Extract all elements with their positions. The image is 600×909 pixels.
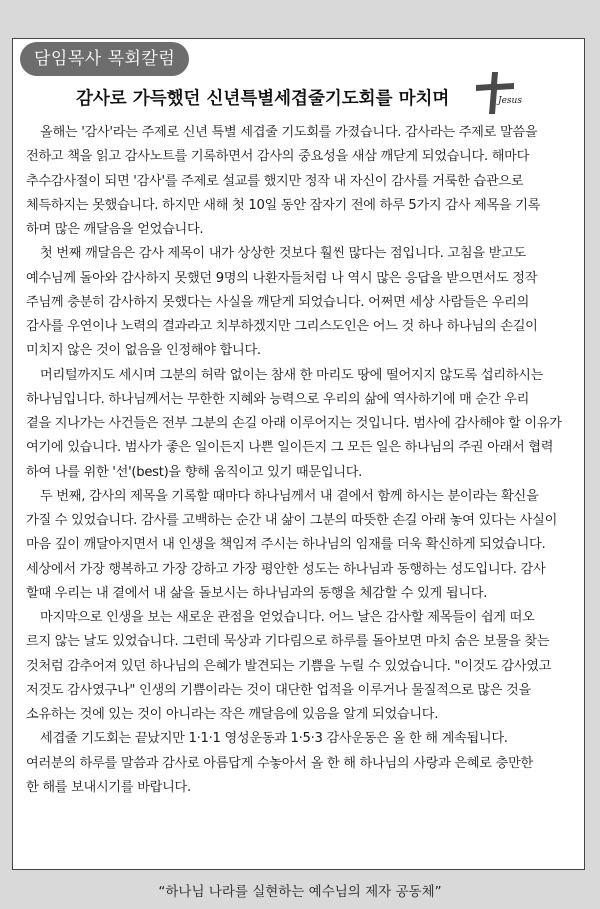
body-line: 머리털까지도 세시며 그분의 허락 없이는 참새 한 마리도 땅에 떨어지지 않도록 섭리하시는 (40, 367, 544, 383)
body-line: 할때 우리는 내 곁에서 내 삶을 돌보시는 하나님과의 동행을 체감할 수 있게 됩니다. (26, 585, 488, 601)
body-line: 여기에 있습니다. 범사가 좋은 일이든지 나쁜 일이든지 그 모든 일은 하나님의 주권 아래서 협력 (26, 440, 554, 456)
body-line: 여러분의 하루를 말씀과 감사로 아름답게 수놓아서 올 한 해 하나님의 사랑과 은혜로 충만한 (26, 755, 533, 771)
column-body (26, 121, 577, 800)
body-line: 세상에서 가장 행복하고 가장 강하고 가장 평안한 성도는 하나님과 동행하는 성도입니다. 감사 (26, 561, 546, 577)
body-line: 전하고 책을 읽고 감사노트를 기록하면서 감사의 중요성을 새삼 깨닫게 되었습니다. 해마다 (26, 149, 530, 165)
church-motto: “하나님 나라를 실현하는 예수님의 제자 공동체” (158, 884, 442, 900)
body-line: 르지 않는 날도 있었습니다. 그런데 묵상과 기다림으로 하루를 돌아보면 마치 숨은 보물을 찾는 (26, 634, 550, 650)
body-line: 마지막으로 인생을 보는 새로운 관점을 얻었습니다. 어느 날은 감사할 제목들이 쉽게 떠오 (40, 610, 535, 625)
body-line: 첫 번째 깨달음은 감사 제목이 내가 상상한 것보다 훨씬 많다는 점입니다. 고침을 받고도 (40, 246, 526, 262)
body-line: 마음 깊이 깨달아지면서 내 인생을 책임져 주시는 하나님의 임재를 더욱 확신하게 되었습니다. (26, 537, 546, 553)
body-line: 소유하는 것에 있는 것이 아니라는 작은 깨달음에 있음을 알게 되었습니다. (26, 707, 439, 722)
body-line: 체득하지는 못했습니다. 하지만 새해 첫 10일 동안 잠자기 전에 하루 5가지 감사 제목을 기록 (26, 197, 541, 213)
body-line: 곁을 지나가는 사건들은 전부 그분의 손길 아래 이루어지는 것입니다. 범사에 감사해야 할 이유가 (26, 416, 562, 431)
body-line: 것처럼 감추어져 있던 하나님의 은혜가 발견되는 기쁨을 누릴 수 있었습니다. "이것도 감사였고 (26, 658, 552, 674)
body-line: 예수님께 돌아와 감사하지 못했던 9명의 나환자들처럼 나 역시 많은 응답을 받으면서도 정작 (26, 270, 538, 286)
column-title: 감사로 가득했던 신년특별세겹줄기도회를 마치며 (76, 89, 450, 109)
body-line: 올해는 '감사'라는 주제로 신년 특별 세겹줄 기도회를 가졌습니다. 감사라는 주제로 말씀을 (40, 125, 538, 140)
body-line: 하여 나를 위한 '선'(best)을 향해 움직이고 있기 때문입니다. (26, 464, 363, 480)
body-line: 추수감사절이 되면 '감사'를 주제로 설교를 했지만 정작 내 자신이 감사를 거룩한 습관으로 (26, 173, 524, 189)
body-line: 주님께 충분히 감사하지 못했다는 사실을 깨닫게 되었습니다. 어쩌면 세상 사람들은 우리의 (26, 294, 530, 310)
cross-icon (474, 70, 518, 116)
body-line: 하며 많은 깨달음을 얻었습니다. (26, 222, 204, 237)
body-line: 한 해를 보내시기를 바랍니다. (26, 779, 191, 795)
body-line: 미치지 않은 것이 없음을 인정해야 합니다. (26, 343, 261, 359)
body-line: 세겹줄 기도회는 끝났지만 1·1·1 영성운동과 1·5·3 감사운동은 올 한 해 계속됩니다. (40, 731, 508, 747)
body-line: 감사를 우연이나 노력의 결과라고 치부하겠지만 그리스도인은 어느 것 하나 하나님의 손길이 (26, 319, 538, 334)
column-badge: 담임목사 목회칼럼 (20, 42, 189, 76)
body-line: 가질 수 있었습니다. 감사를 고백하는 순간 내 삶이 그분의 따뜻한 손길 아래 놓여 있다는 사실이 (26, 513, 558, 528)
body-line: 두 번째, 감사의 제목을 기록할 때마다 하나님께서 내 곁에서 함께 하시는 분이라는 확신을 (40, 488, 539, 504)
body-line: 하나님입니다. 하나님께서는 무한한 지혜와 능력으로 우리의 삶에 역사하기에 매 순간 우리 (26, 391, 530, 407)
body-line: 저것도 감사였구나" 인생의 기쁨이라는 것이 대단한 업적을 이루거나 물질적으로 많은 것을 (26, 682, 531, 698)
jesus-logo-text: Jesus (498, 96, 522, 106)
